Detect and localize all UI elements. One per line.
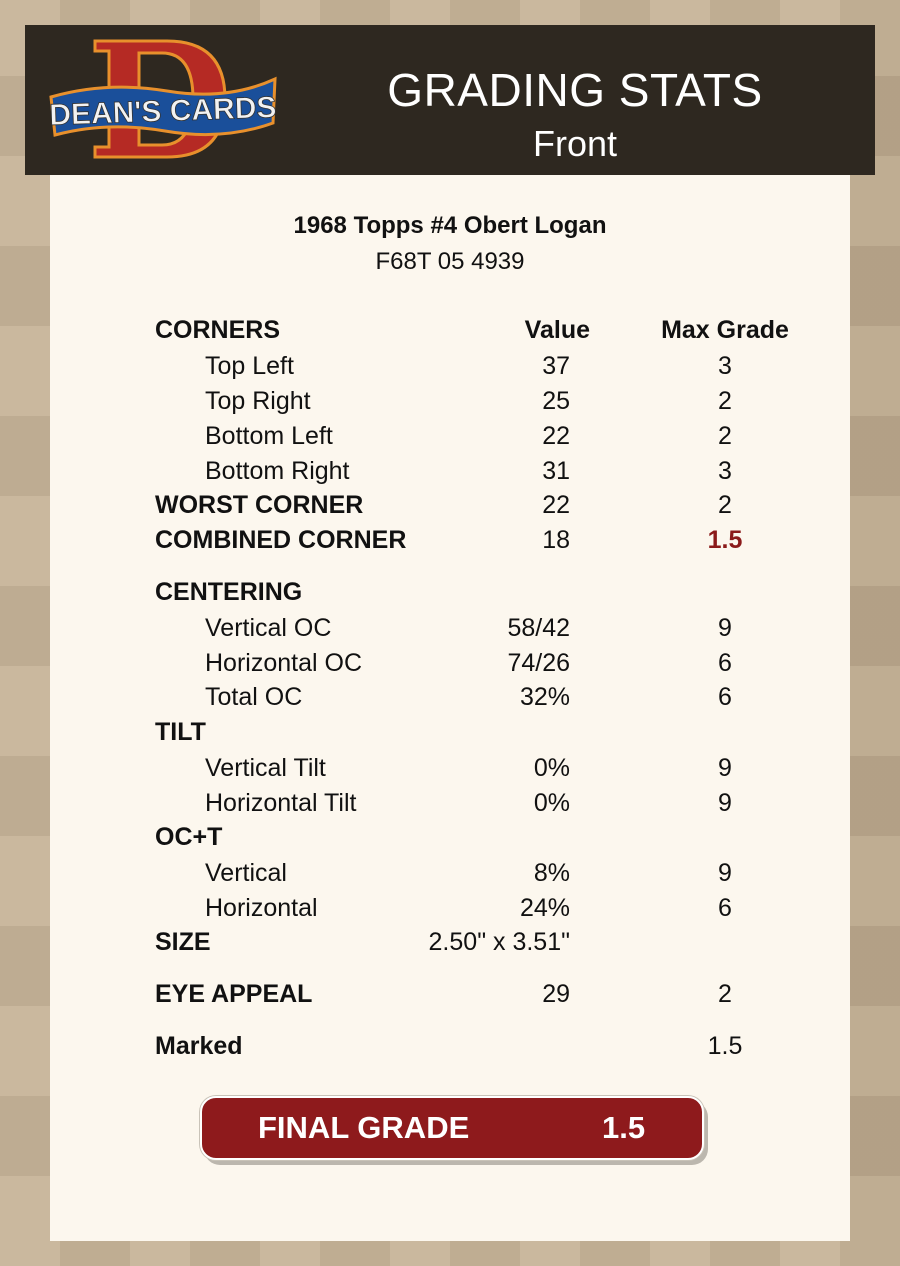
stat-label: TILT <box>155 718 206 746</box>
stat-row <box>0 614 900 644</box>
stat-row <box>0 491 900 521</box>
stat-max-grade: 3 <box>718 352 732 380</box>
stat-row <box>0 823 900 853</box>
stat-row <box>0 980 900 1010</box>
stat-value: 2.50" x 3.51" <box>428 928 570 956</box>
stat-row <box>0 578 900 608</box>
stat-label: Marked <box>155 1032 243 1060</box>
value-column-header: Value <box>524 316 590 344</box>
stat-value: 31 <box>542 457 570 485</box>
stat-label: CENTERING <box>155 578 303 606</box>
stat-max-grade: 6 <box>718 894 732 922</box>
stat-row <box>0 316 900 346</box>
page-title: GRADING STATS <box>387 64 763 116</box>
stat-value: 0% <box>533 754 570 782</box>
stat-row <box>0 894 900 924</box>
stat-value: 18 <box>542 526 570 554</box>
stat-max-grade: 6 <box>718 683 732 711</box>
stat-value: 37 <box>542 352 570 380</box>
stat-max-grade: 9 <box>718 859 732 887</box>
final-grade-label: FINAL GRADE <box>258 1110 470 1145</box>
stat-row <box>0 422 900 452</box>
stat-label: Horizontal <box>205 894 318 922</box>
stat-label: EYE APPEAL <box>155 980 313 1008</box>
header-bar <box>25 25 875 175</box>
stat-row <box>0 928 900 958</box>
stat-row <box>0 789 900 819</box>
stat-row <box>0 649 900 679</box>
stat-max-grade: 6 <box>718 649 732 677</box>
stat-value: 58/42 <box>507 614 570 642</box>
stat-max-grade: 1.5 <box>707 526 743 554</box>
card-name: 1968 Topps #4 Obert Logan <box>293 212 607 239</box>
stat-label: Vertical Tilt <box>205 754 326 782</box>
stat-row <box>0 387 900 417</box>
stat-max-grade: 9 <box>718 614 732 642</box>
stat-label: Top Right <box>205 387 311 415</box>
deans-cards-logo <box>47 35 282 163</box>
stat-row <box>0 683 900 713</box>
stat-row <box>0 526 900 556</box>
stat-value: 0% <box>533 789 570 817</box>
stat-value: 29 <box>542 980 570 1008</box>
stat-label: Top Left <box>205 352 294 380</box>
stat-value: 24% <box>519 894 570 922</box>
stat-max-grade: 2 <box>718 387 732 415</box>
cert-number: F68T 05 4939 <box>375 248 525 275</box>
stat-max-grade: 9 <box>718 754 732 782</box>
stat-max-grade: 2 <box>718 491 732 519</box>
stat-label: Bottom Right <box>205 457 350 485</box>
stat-max-grade: 2 <box>718 980 732 1008</box>
stat-max-grade: 2 <box>718 422 732 450</box>
stat-label: Vertical OC <box>205 614 332 642</box>
stat-value: 8% <box>533 859 570 887</box>
stat-row <box>0 859 900 889</box>
stat-row <box>0 457 900 487</box>
stat-label: Total OC <box>205 683 303 711</box>
stat-label: Horizontal OC <box>205 649 362 677</box>
stat-label: Vertical <box>205 859 287 887</box>
stat-label: SIZE <box>155 928 211 956</box>
stat-label: WORST CORNER <box>155 491 364 519</box>
stat-row <box>0 352 900 382</box>
stat-label: OC+T <box>155 823 223 851</box>
stat-label: Horizontal Tilt <box>205 789 357 817</box>
stat-label: CORNERS <box>155 316 281 344</box>
stat-value: 32% <box>519 683 570 711</box>
stat-value: 22 <box>542 422 570 450</box>
stat-label: Bottom Left <box>205 422 333 450</box>
svg-text:DEAN'S CARDS: DEAN'S CARDS <box>48 91 277 132</box>
stat-max-grade: 9 <box>718 789 732 817</box>
stat-label: COMBINED CORNER <box>155 526 407 554</box>
stat-max-grade: 3 <box>718 457 732 485</box>
card-side: Front <box>532 123 618 164</box>
stat-row <box>0 1032 900 1062</box>
stat-max-grade: 1.5 <box>707 1032 743 1060</box>
stat-value: 74/26 <box>507 649 570 677</box>
stat-value: 22 <box>542 491 570 519</box>
stat-row <box>0 718 900 748</box>
final-grade-banner <box>200 1096 704 1160</box>
final-grade-value: 1.5 <box>602 1110 646 1145</box>
stat-value: 25 <box>542 387 570 415</box>
max-grade-column-header: Max Grade <box>661 316 789 344</box>
stat-row <box>0 754 900 784</box>
